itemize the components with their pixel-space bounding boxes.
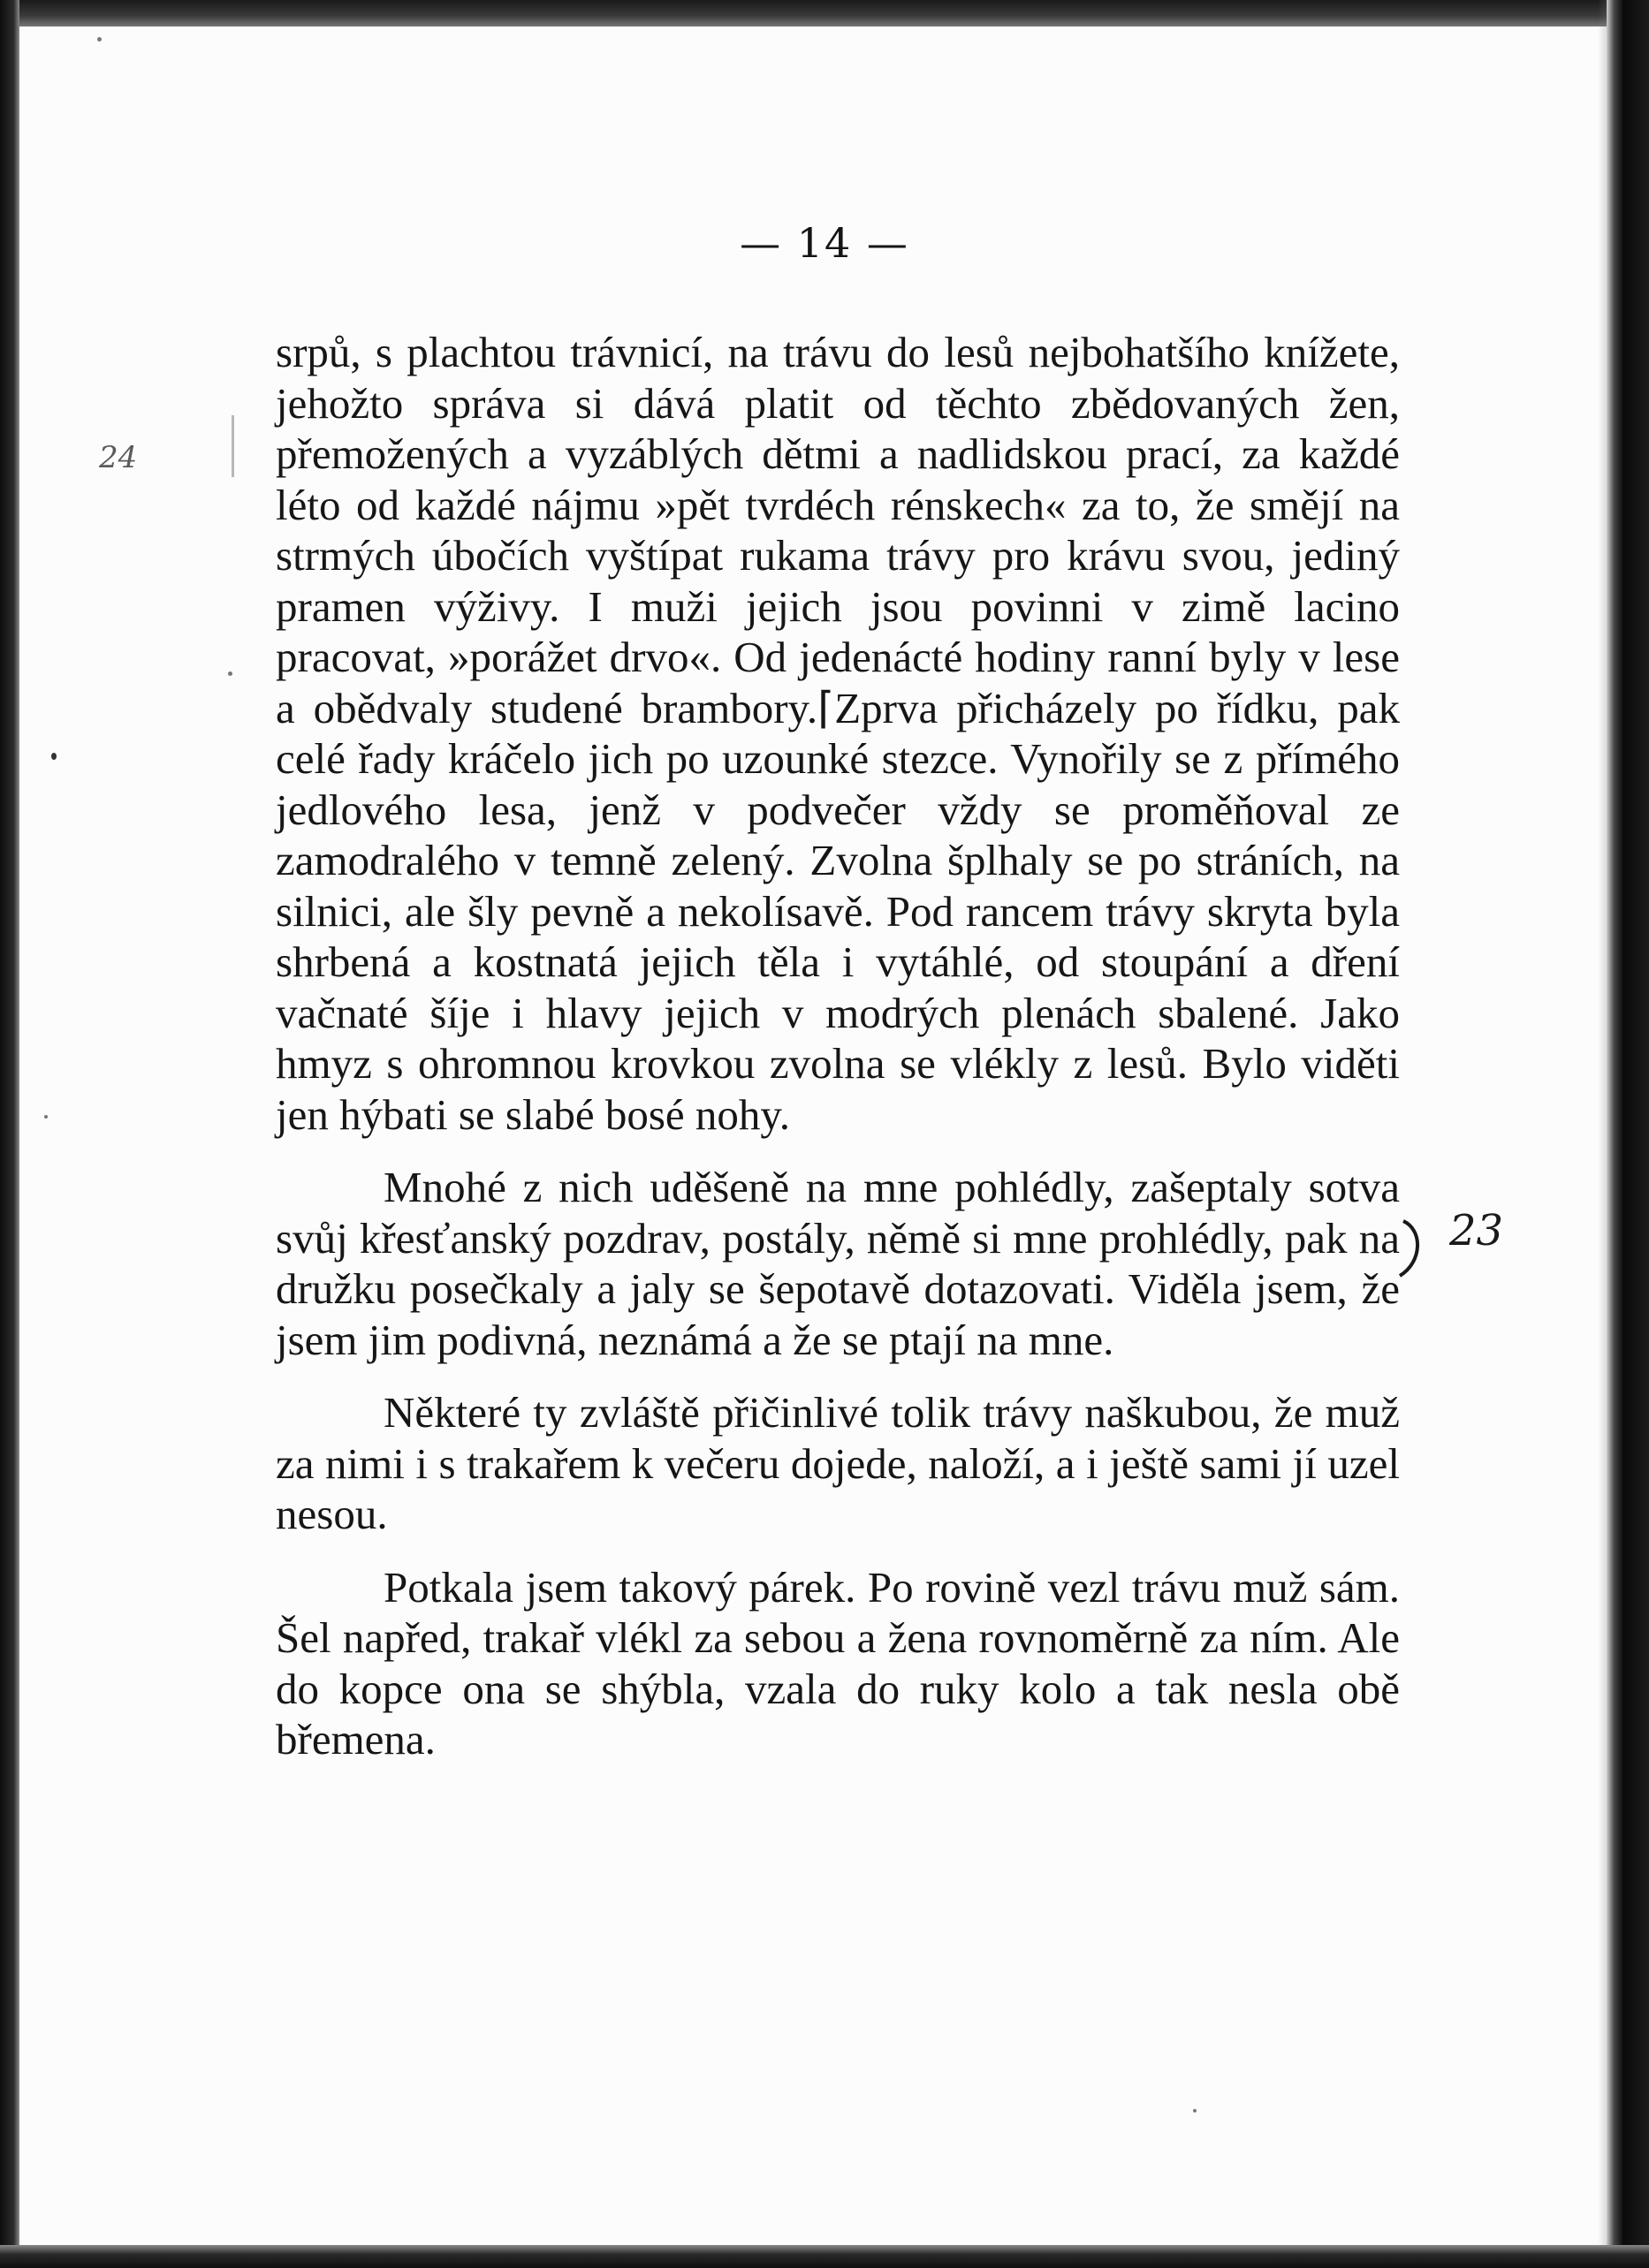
page-number: — 14 —	[740, 219, 909, 267]
paragraph-1: srpů, s plachtou trávnicí, na trávu do lesů nejbohatšího knížete, jehožto správa si dává platit od těchto zbědovaných žen, přemožených a vyzáblých dětmi a nadlidskou prací, za každé léto od každé nájmu »pět tvrdéch rénskech« za to, že smějí na strmých úbočích vyštípat rukama trávy pro krávu svou, jediný pramen výživy. I muži jejich jsou povinni v zimě lacino pracovat, »porážet drvo«. Od jedenácté hodiny ranní byly v lese a obědvaly studené brambory.⌈Zprva přicházely po řídku, pak celé řady kráčelo jich po uzounké stezce. Vynořily se z přímého jedlového lesa, jenž v podvečer vždy se proměňoval ze zamodralého v temně zelený. Zvolna šplhaly se po stráních, na silnici, ale šly pevně a nekolísavě. Pod rancem trávy skryta byla shrbená a kostnatá jejich těla i vytáhlé, od stoupání a dření vačnaté šíje i hlavy jejich v modrých plenách sbalené. Jako hmyz s ohromnou krovkou zvolna se vlékly z lesů. Bylo viděti jen hýbati se slabé bosé nohy.	[276, 328, 1400, 1139]
scan-border-bottom	[0, 2245, 1649, 2268]
body-text	[276, 327, 1400, 1765]
paragraph-4: Potkala jsem takový párek. Po rovině vezl trávu muž sám. Šel napřed, trakař vlékl za sebou a žena rovnoměrně za ním. Ale do kopce ona se shýbla, vzala do ruky kolo a tak nesla obě břemena.	[276, 1562, 1400, 1764]
margin-note-right: 23	[1449, 1206, 1504, 1255]
paragraph-3: Některé ty zvláště přičinlivé tolik trávy naškubou, že muž za nimi i s trakařem k večeru dojede, naloží, a i ještě sami jí uzel nesou.	[276, 1388, 1400, 1538]
bracket-mark-icon	[1396, 1217, 1428, 1279]
paragraph-2: Mnohé z nich uděšeně na mne pohlédly, zašeptaly sotva svůj křesťanský pozdrav, postály, němě si mne prohlédly, pak na družku posečkaly a jaly se šepotavě dotazovati. Viděla jsem, že jsem jim podivná, neznámá a že se ptají na mne.	[276, 1163, 1400, 1364]
scan-speck	[1193, 2109, 1197, 2113]
scan-speck	[44, 1115, 48, 1119]
scan-border-top	[0, 0, 1649, 27]
scan-speck	[228, 671, 232, 676]
scan-border-right	[1607, 0, 1649, 2268]
scan-border-left	[0, 0, 19, 2268]
scan-speck	[97, 37, 102, 42]
scan-speck	[51, 753, 57, 760]
margin-note-left: 24	[99, 440, 138, 475]
margin-pencil-line	[232, 415, 234, 477]
